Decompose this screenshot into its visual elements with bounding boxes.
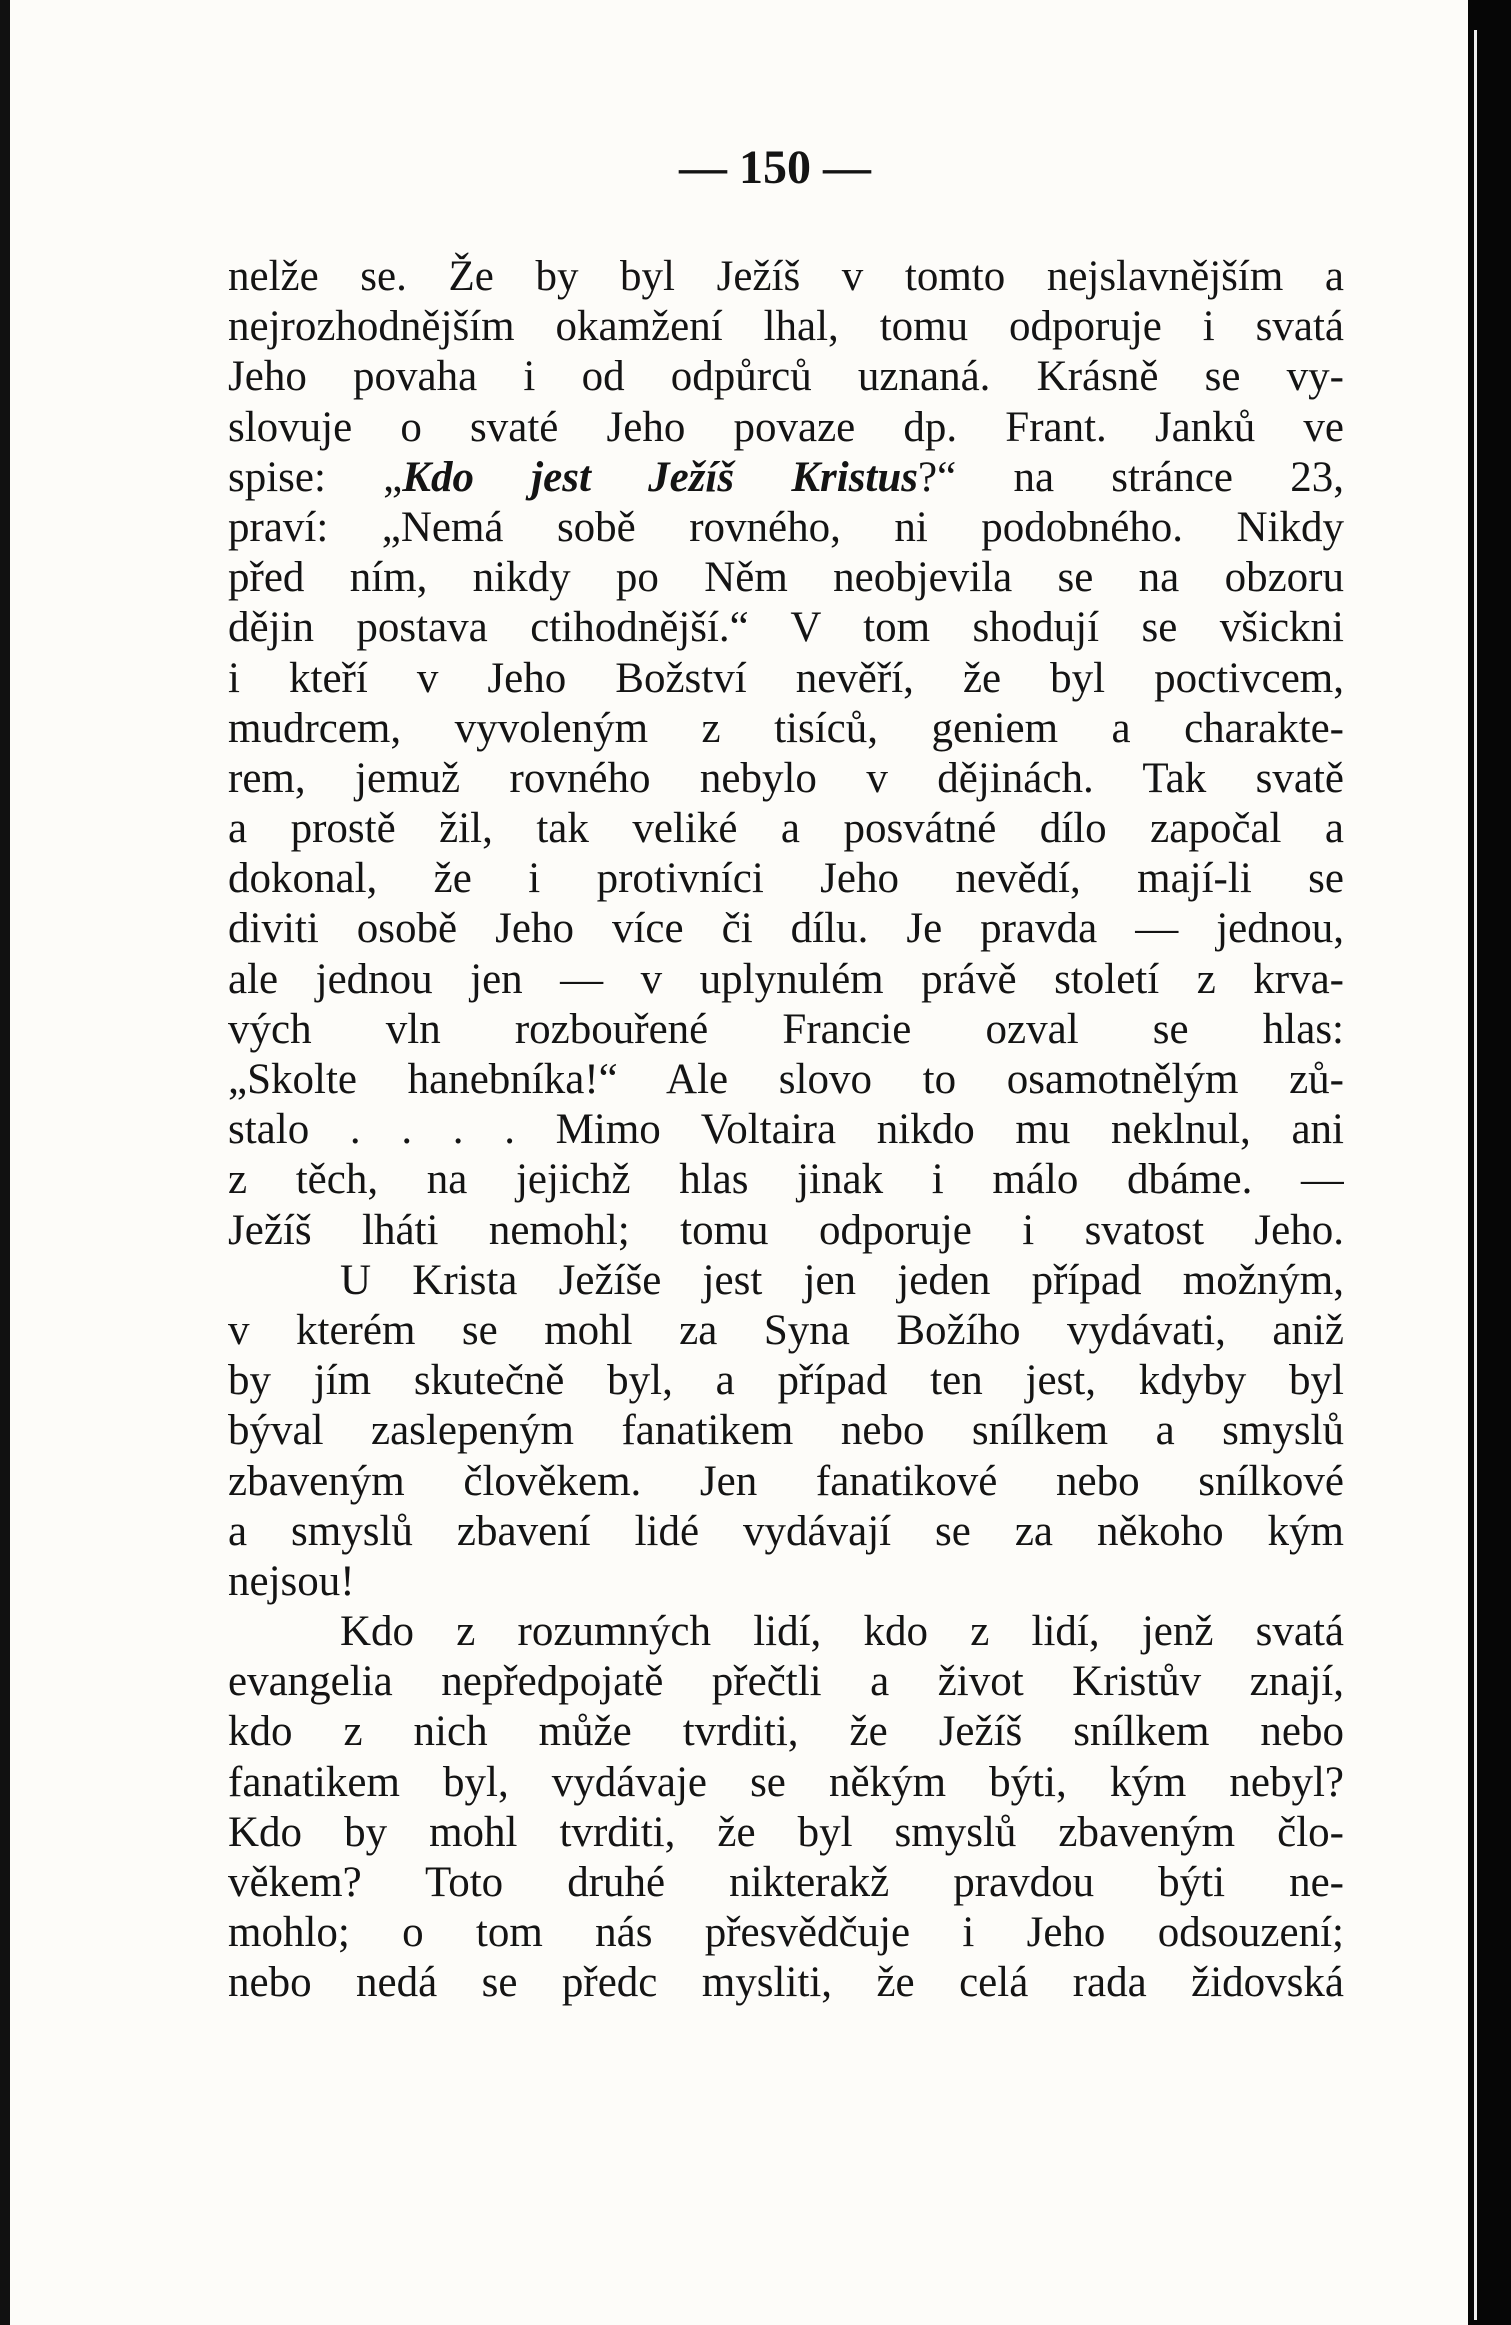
text-line: ale jednou jen — v uplynulém právě století z krva- [228, 955, 1344, 1003]
text-line: slovuje o svaté Jeho povaze dp. Frant. Janků ve [228, 403, 1344, 451]
text-line: býval zaslepeným fanatikem nebo snílkem a smyslů [228, 1407, 1344, 1455]
text-line: Jeho povaha i od odpůrců uznaná. Krásně se vy- [228, 353, 1344, 401]
text-line: i kteří v Jeho Božství nevěří, že byl poctivcem, [228, 654, 1344, 702]
text-line: Kdo by mohl tvrditi, že byl smyslů zbaveným člo- [228, 1808, 1344, 1856]
text-line: stalo . . . . Mimo Voltaira nikdo mu neklnul, ani [228, 1106, 1344, 1154]
text-line: v kterém se mohl za Syna Božího vydávati, aniž [228, 1306, 1344, 1354]
text-line: před ním, nikdy po Něm neobjevila se na obzoru [228, 554, 1344, 602]
text-span: ?“ na stránce 23, [918, 453, 1344, 501]
body-text [228, 252, 1344, 2009]
text-line: rem, jemuž rovného nebylo v dějinách. Tak svatě [228, 754, 1344, 802]
text-line: Kdo z rozumných lidí, kdo z lidí, jenž svatá [340, 1608, 1344, 1656]
text-line: mohlo; o tom nás přesvědčuje i Jeho odsouzení; [228, 1909, 1344, 1957]
text-line: „Skolte hanebníka!“ Ale slovo to osamotnělým zů- [228, 1056, 1344, 1103]
text-span: spise: „ [228, 453, 403, 501]
text-line: dokonal, že i protivníci Jeho nevědí, mají-li se [228, 855, 1344, 903]
text-line: nebo nedá se předc mysliti, že celá rada židovská [228, 1959, 1344, 2007]
text-line: by jím skutečně byl, a případ ten jest, kdyby byl [228, 1357, 1344, 1405]
text-line: zbaveným člověkem. Jen fanatikové nebo snílkové [228, 1457, 1344, 1505]
text-line: fanatikem byl, vydávaje se někým býti, kým nebyl? [228, 1758, 1344, 1806]
text-line [228, 453, 1344, 503]
book-title-italic: Kdo jest Ježíš Kristus [402, 453, 919, 501]
page-number: — 150 — [679, 141, 871, 194]
scan-edge-line [1474, 30, 1477, 2320]
text-line: a smyslů zbavení lidé vydávají se za někoho kým [228, 1507, 1344, 1555]
text-line: z těch, na jejichž hlas jinak i málo dbáme. — [228, 1156, 1344, 1204]
text-line: evangelia nepředpojatě přečtli a život Kristův znají, [228, 1658, 1344, 1706]
text-line: U Krista Ježíše jest jen jeden případ možným, [340, 1256, 1344, 1304]
text-line: nejrozhodnějším okamžení lhal, tomu odporuje i svatá [228, 303, 1344, 351]
book-page [10, 0, 1468, 2325]
text-line: a prostě žil, tak veliké a posvátné dílo započal a [228, 805, 1344, 853]
text-line: nelže se. Že by byl Ježíš v tomto nejslavnějším a [228, 253, 1344, 300]
text-line: diviti osobě Jeho více či dílu. Je pravda — jednou, [228, 905, 1344, 953]
text-line: praví: „Nemá sobě rovného, ni podobného. Nikdy [228, 503, 1344, 551]
text-line: kdo z nich může tvrditi, že Ježíš snílkem nebo [228, 1708, 1344, 1756]
text-line: mudrcem, vyvoleným z tisíců, geniem a charakte- [228, 704, 1344, 752]
text-line: nejsou! [228, 1557, 355, 1605]
text-line: dějin postava ctihodnější.“ V tom shodují se všickni [228, 604, 1344, 652]
text-line: Ježíš lháti nemohl; tomu odporuje i svatost Jeho. [228, 1206, 1344, 1254]
text-line: vých vln rozbouřené Francie ozval se hlas: [228, 1005, 1344, 1053]
text-line: věkem? Toto druhé nikterakž pravdou býti ne- [228, 1859, 1344, 1906]
